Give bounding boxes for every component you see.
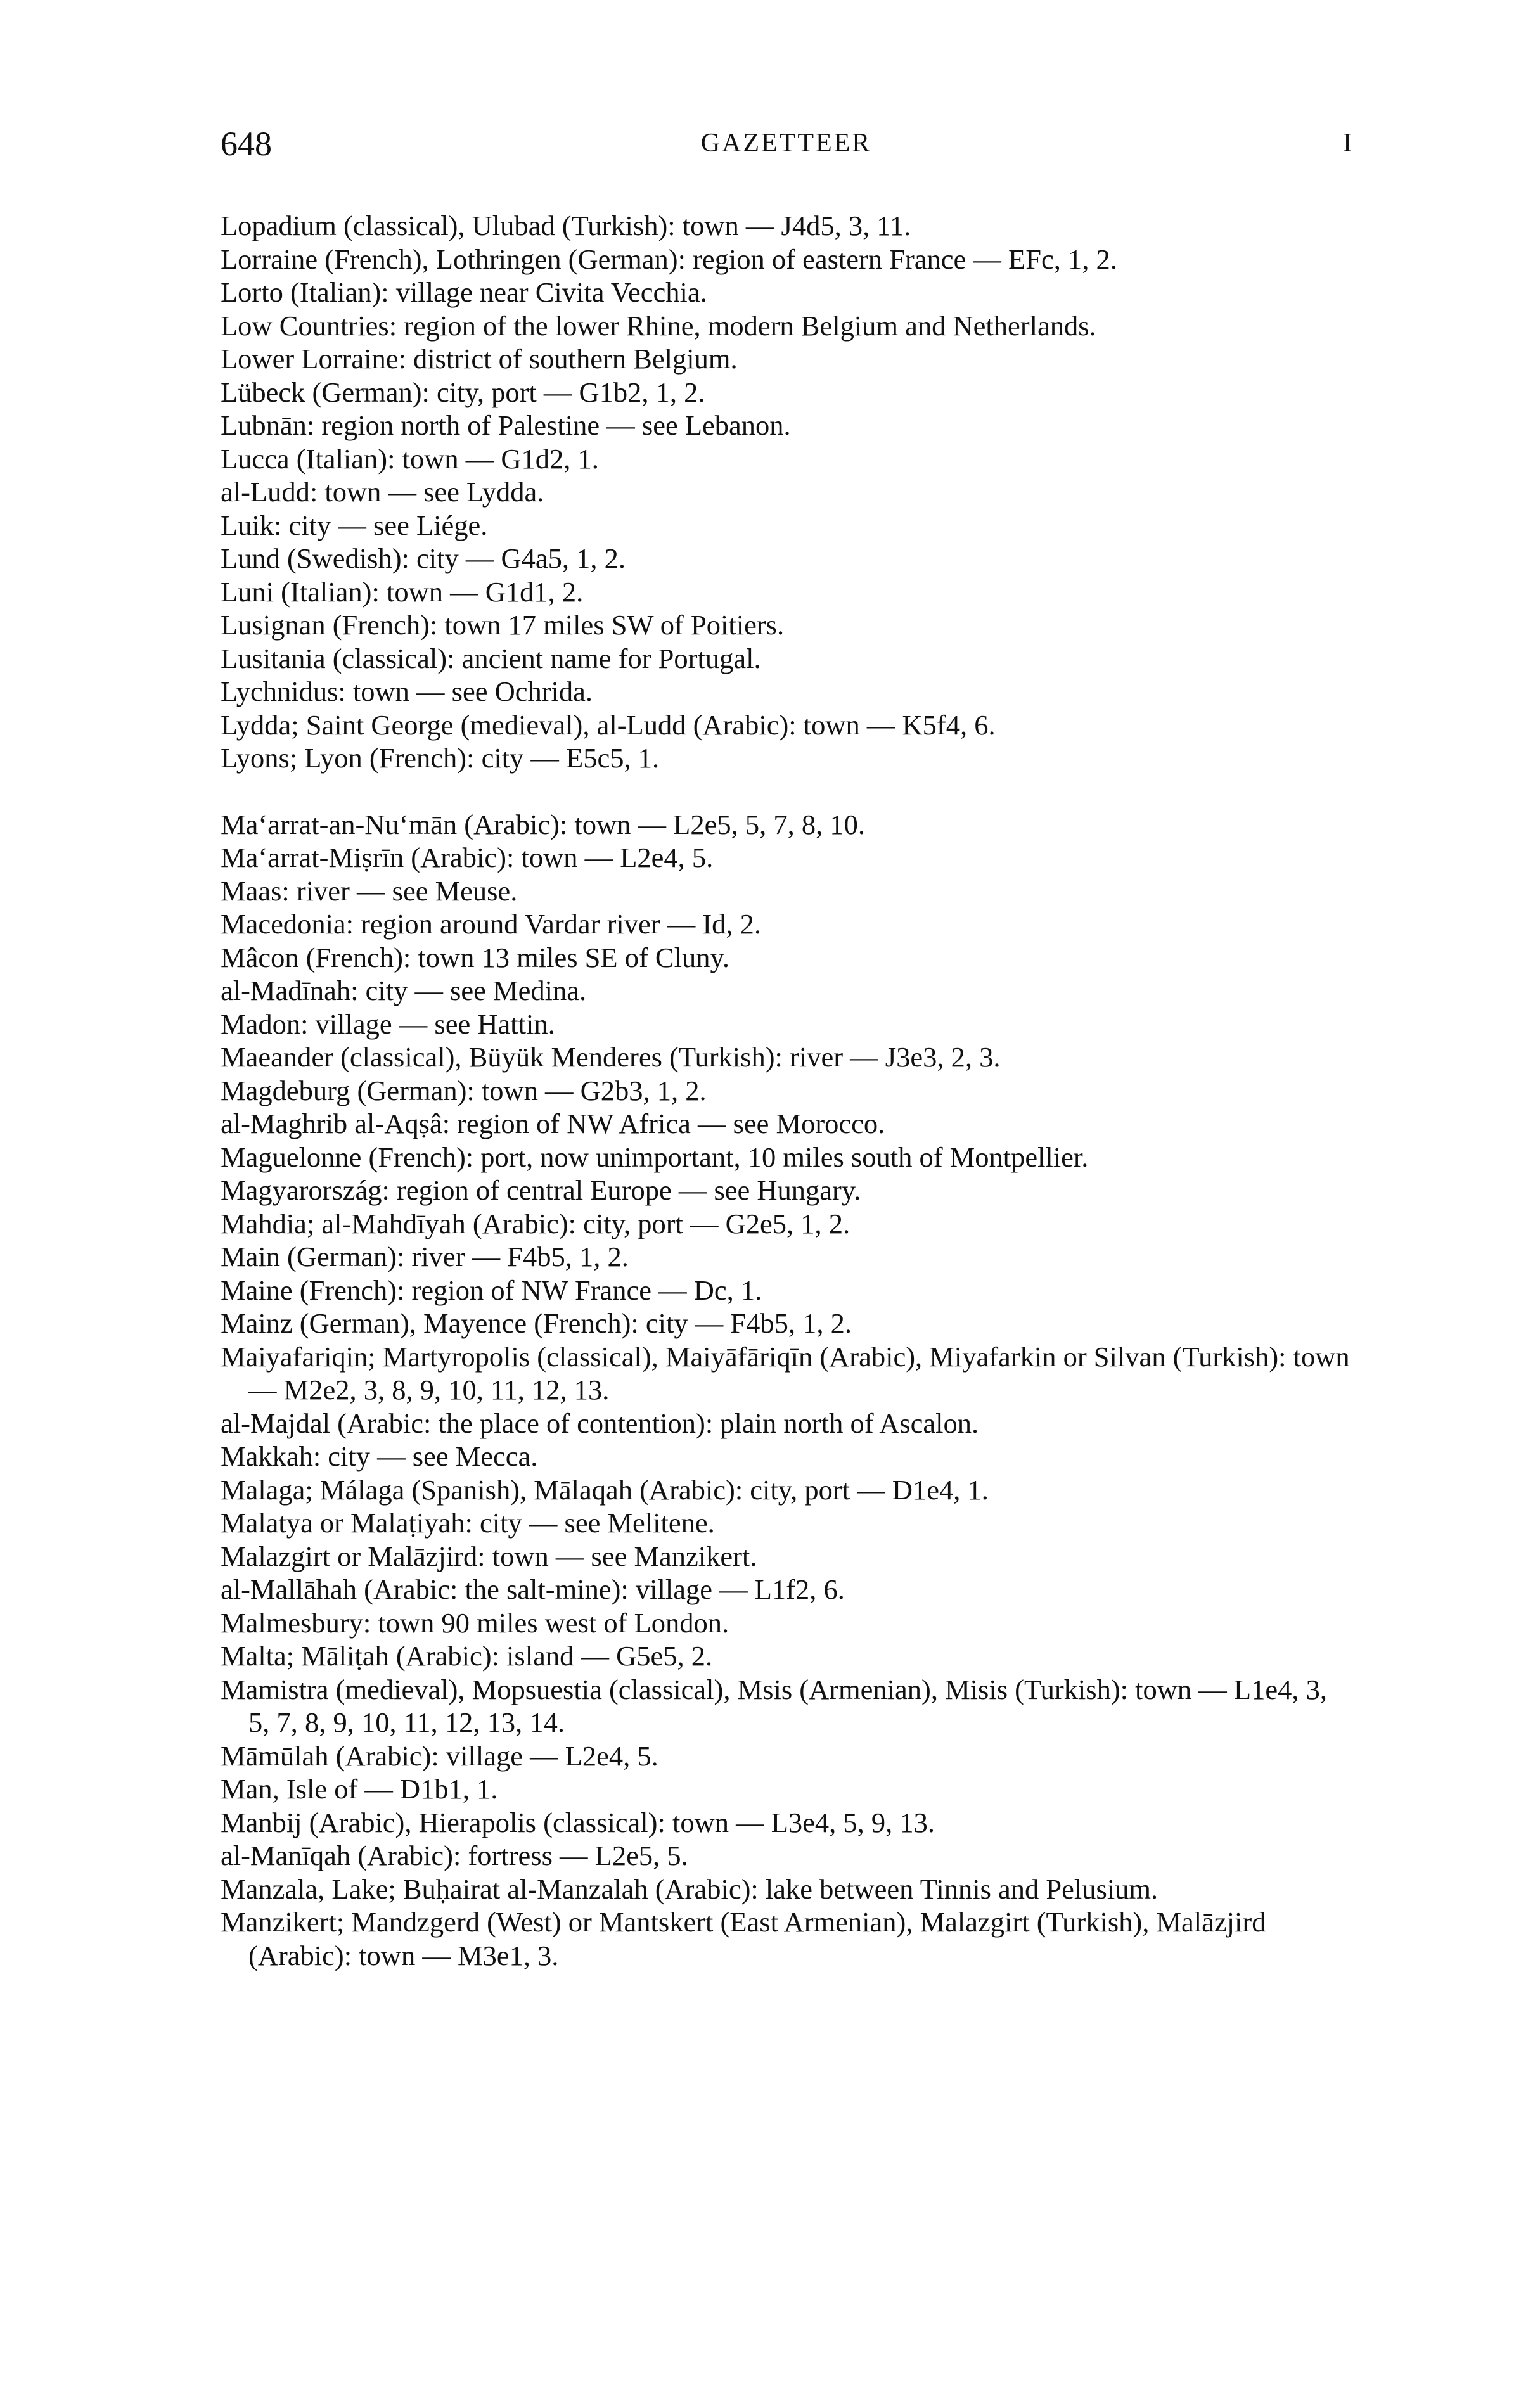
gazetteer-entry-lychnidus: Lychnidus: town — see Ochrida. bbox=[221, 676, 593, 707]
gazetteer-entry-maas: Maas: river — see Meuse. bbox=[221, 874, 518, 907]
gazetteer-entry-luni: Luni (Italian): town — G1d1, 2. bbox=[221, 575, 584, 608]
page-number: 648 bbox=[221, 125, 272, 163]
gazetteer-entry-main: Main (German): river — F4b5, 1, 2. bbox=[221, 1241, 629, 1272]
gazetteer-entry-lopadium: Lopadium (classical), Ulubad (Turkish): town — J4d5, 3, 11. bbox=[221, 210, 911, 241]
gazetteer-entry-madon: Madon: village — see Hattin. bbox=[221, 1008, 555, 1040]
gazetteer-entry-maguelonne: Maguelonne (French): port, now unimportant, 10 miles south of Montpellier. bbox=[221, 1141, 1089, 1173]
gazetteer-entry-mamulah: Māmūlah (Arabic): village — L2e4, 5. bbox=[221, 1739, 658, 1772]
gazetteer-entry-al-madinah: al-Madīnah: city — see Medina. bbox=[221, 975, 587, 1006]
gazetteer-entry-al-ludd: al-Ludd: town — see Lydda. bbox=[221, 476, 544, 508]
gazetteer-entry-lubnan: Lubnān: region north of Palestine — see Lebanon. bbox=[221, 409, 791, 441]
running-head bbox=[221, 124, 1352, 169]
gazetteer-entry-malmesbury: Malmesbury: town 90 miles west of London. bbox=[221, 1606, 729, 1639]
gazetteer-entry-magyarorszag: Magyarország: region of central Europe — see Hungary. bbox=[221, 1174, 861, 1206]
gazetteer-entry-manzikert: Manzikert; Mandzgerd (West) or Mantskert (East Armenian), Malazgirt (Turkish), Malāzjird (Arabic): town — M3e1, 3. bbox=[221, 1906, 1266, 1971]
section-gap bbox=[221, 775, 1352, 808]
gazetteer-entry-malaga: Malaga; Málaga (Spanish), Mālaqah (Arabic): city, port — D1e4, 1. bbox=[221, 1473, 989, 1506]
gazetteer-entry-al-mallahah: al-Mallāhah (Arabic: the salt-mine): village — L1f2, 6. bbox=[221, 1573, 845, 1605]
gazetteer-entry-malta: Malta; Māliṭah (Arabic): island — G5e5, 2. bbox=[221, 1640, 713, 1672]
gazetteer-entry-lower-lorraine: Lower Lorraine: district of southern Belgium. bbox=[221, 343, 738, 375]
volume-number: I bbox=[1343, 129, 1352, 158]
gazetteer-entry-malatya: Malatya or Malaṭiyah: city — see Melitene. bbox=[221, 1507, 715, 1539]
gazetteer-entry-maarrat-misrin: Maʻarrat-Miṣrīn (Arabic): town — L2e4, 5. bbox=[221, 842, 714, 873]
gazetteer-entries bbox=[221, 209, 1352, 1972]
page-title: GAZETTEER bbox=[700, 129, 872, 158]
gazetteer-entry-mamistra: Mamistra (medieval), Mopsuestia (classical), Msis (Armenian), Misis (Turkish): town — L1e4, 3, 5, 7, 8, 9, 10, 11, 12, 13, 14. bbox=[221, 1673, 1327, 1738]
gazetteer-entry-maine: Maine (French): region of NW France — Dc, 1. bbox=[221, 1274, 762, 1306]
gazetteer-entry-manbij: Manbij (Arabic), Hierapolis (classical): town — L3e4, 5, 9, 13. bbox=[221, 1806, 935, 1838]
gazetteer-entry-maarrat-an-numan: Maʻarrat-an-Nuʻmān (Arabic): town — L2e5, 5, 7, 8, 10. bbox=[221, 808, 865, 840]
gazetteer-entry-mainz: Mainz (German), Mayence (French): city — F4b5, 1, 2. bbox=[221, 1307, 852, 1339]
gazetteer-entry-manzala-lake: Manzala, Lake; Buḥairat al-Manzalah (Arabic): lake between Tinnis and Pelusium. bbox=[221, 1873, 1158, 1905]
gazetteer-entry-maiyafariqin: Maiyafariqin; Martyropolis (classical), Maiyāfāriqīn (Arabic), Miyafarkin or Silvan (Turkish): town — M2e2, 3, 8, 9, 10, 11, 12, 13. bbox=[221, 1340, 1350, 1406]
gazetteer-entry-lorraine: Lorraine (French), Lothringen (German): region of eastern France — EFc, 1, 2. bbox=[221, 243, 1117, 275]
gazetteer-entry-al-maniqah: al-Manīqah (Arabic): fortress — L2e5, 5. bbox=[221, 1840, 688, 1871]
gazetteer-entry-macon: Mâcon (French): town 13 miles SE of Cluny. bbox=[221, 941, 729, 973]
gazetteer-entry-lorto: Lorto (Italian): village near Civita Vecchia. bbox=[221, 276, 707, 308]
gazetteer-entry-lucca: Lucca (Italian): town — G1d2, 1. bbox=[221, 442, 599, 475]
gazetteer-entry-al-maghrib: al-Maghrib al-Aqṣâ: region of NW Africa — see Morocco. bbox=[221, 1108, 885, 1139]
gazetteer-entry-lusitania: Lusitania (classical): ancient name for Portugal. bbox=[221, 642, 761, 674]
gazetteer-entry-macedonia: Macedonia: region around Vardar river — Id, 2. bbox=[221, 908, 762, 940]
gazetteer-entry-malazgirt: Malazgirt or Malāzjird: town — see Manzikert. bbox=[221, 1540, 757, 1572]
gazetteer-entry-man-isle-of: Man, Isle of — D1b1, 1. bbox=[221, 1773, 498, 1805]
gazetteer-entry-lyons: Lyons; Lyon (French): city — E5c5, 1. bbox=[221, 742, 660, 774]
gazetteer-entry-luik: Luik: city — see Liége. bbox=[221, 509, 488, 541]
gazetteer-entry-maeander: Maeander (classical), Büyük Menderes (Turkish): river — J3e3, 2, 3. bbox=[221, 1041, 1001, 1073]
gazetteer-entry-low-countries: Low Countries: region of the lower Rhine, modern Belgium and Netherlands. bbox=[221, 309, 1096, 342]
gazetteer-entry-mahdia: Mahdia; al-Mahdīyah (Arabic): city, port — G2e5, 1, 2. bbox=[221, 1207, 850, 1239]
gazetteer-entry-lubeck: Lübeck (German): city, port — G1b2, 1, 2. bbox=[221, 376, 705, 408]
gazetteer-entry-lydda: Lydda; Saint George (medieval), al-Ludd (Arabic): town — K5f4, 6. bbox=[221, 708, 996, 741]
gazetteer-entry-al-majdal: al-Majdal (Arabic: the place of contention): plain north of Ascalon. bbox=[221, 1407, 979, 1439]
gazetteer-entry-makkah: Makkah: city — see Mecca. bbox=[221, 1440, 538, 1472]
gazetteer-page bbox=[221, 124, 1352, 1972]
gazetteer-entry-lusignan: Lusignan (French): town 17 miles SW of Poitiers. bbox=[221, 609, 785, 641]
gazetteer-entry-magdeburg: Magdeburg (German): town — G2b3, 1, 2. bbox=[221, 1074, 707, 1106]
gazetteer-entry-lund: Lund (Swedish): city — G4a5, 1, 2. bbox=[221, 542, 626, 574]
